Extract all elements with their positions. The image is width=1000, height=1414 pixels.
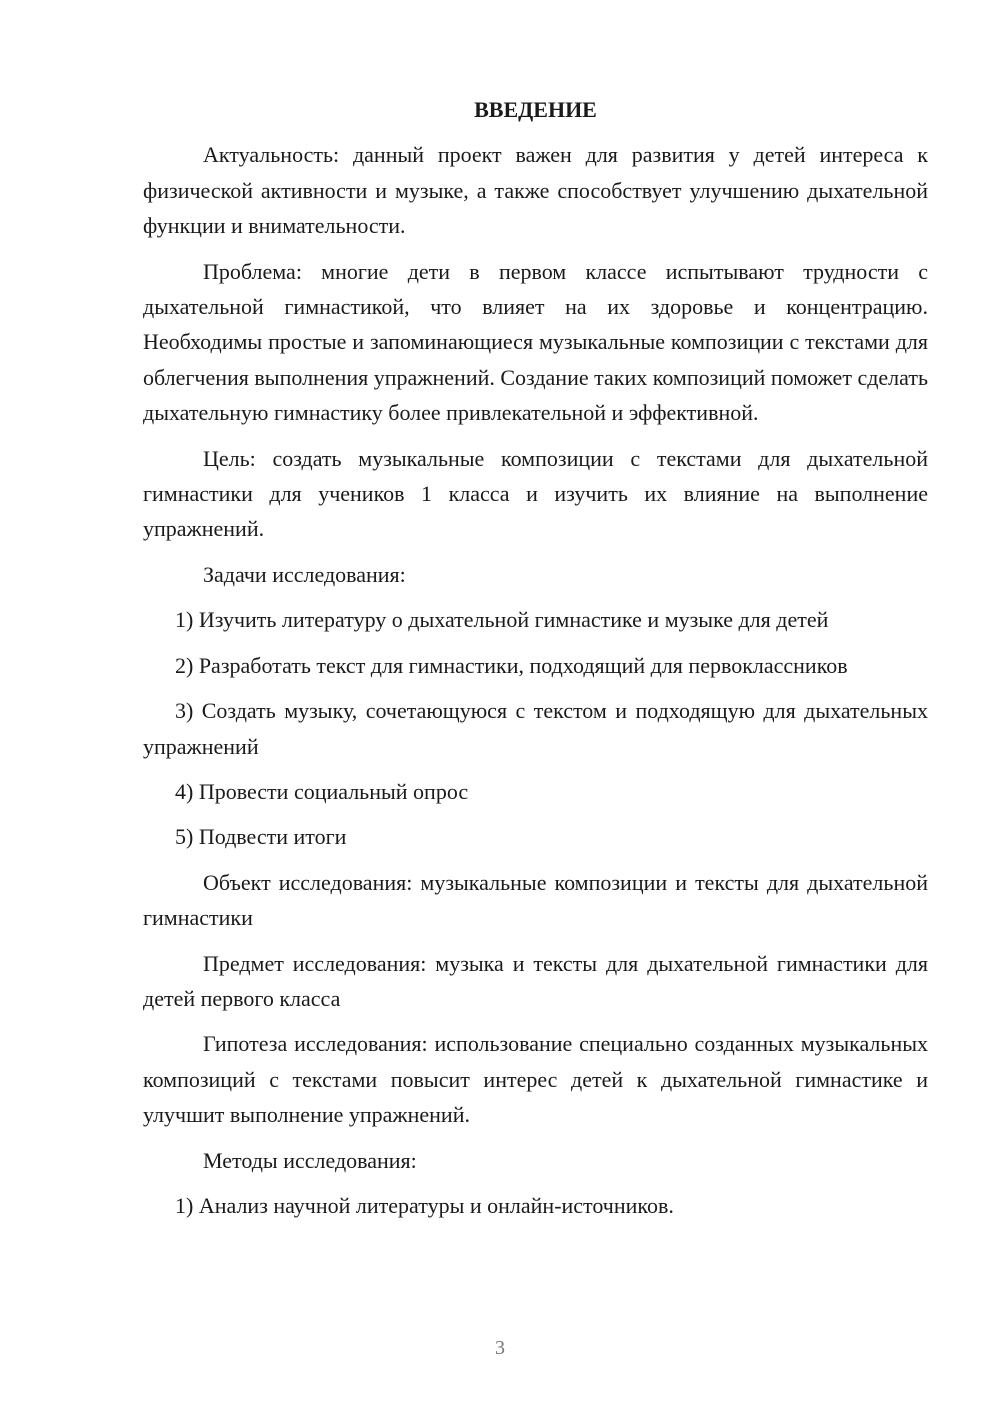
paragraph-object: Объект исследования: музыкальные композиции и тексты для дыхательной гимнастики xyxy=(143,869,928,931)
paragraph-relevance: Актуальность: данный проект важен для развития у детей интереса к физической активности и музыке, а также способствует улучшению дыхательной функции и внимательности. xyxy=(143,142,928,239)
paragraph-subject: Предмет исследования: музыка и тексты для дыхательной гимнастики для детей первого класса xyxy=(143,950,928,1011)
method-item-1: 1) Анализ научной литературы и онлайн-источников. xyxy=(175,1192,674,1218)
section-title: ВВЕДЕНИЕ xyxy=(474,97,597,122)
task-item-5: 5) Подвести итоги xyxy=(175,824,347,850)
paragraph-problem: Проблема: многие дети в первом классе испытывают трудности с дыхательной гимнастикой, что влияет на их здоровье и концентрацию. Необходимы простые и запоминающиеся музыкальные композиции с текстами для облегчения выполнения упражнений. Создание таких композиций поможет сделать дыхательную гимнастику более привлекательной и эффективной. xyxy=(143,258,928,426)
tasks-heading: Задачи исследования: xyxy=(203,561,406,587)
task-item-1: 1) Изучить литературу о дыхательной гимнастике и музыке для детей xyxy=(175,607,829,633)
task-item-2: 2) Разработать текст для гимнастики, подходящий для первоклассников xyxy=(175,652,848,678)
page-content xyxy=(143,92,928,1233)
paragraph-goal: Цель: создать музыкальные композиции с текстами для дыхательной гимнастики для учеников 1 класса и изучить их влияние на выполнение упражнений. xyxy=(143,445,928,542)
methods-heading: Методы исследования: xyxy=(203,1147,417,1173)
task-item-4: 4) Провести социальный опрос xyxy=(175,778,469,804)
page-number: 3 xyxy=(495,1337,505,1359)
paragraph-hypothesis: Гипотеза исследования: использование специально созданных музыкальных композиций с текстами повысит интерес детей к дыхательной гимнастике и улучшит выполнение упражнений. xyxy=(143,1031,928,1128)
task-item-3: 3) Создать музыку, сочетающуюся с текстом и подходящую для дыхательных упражнений xyxy=(143,698,928,759)
